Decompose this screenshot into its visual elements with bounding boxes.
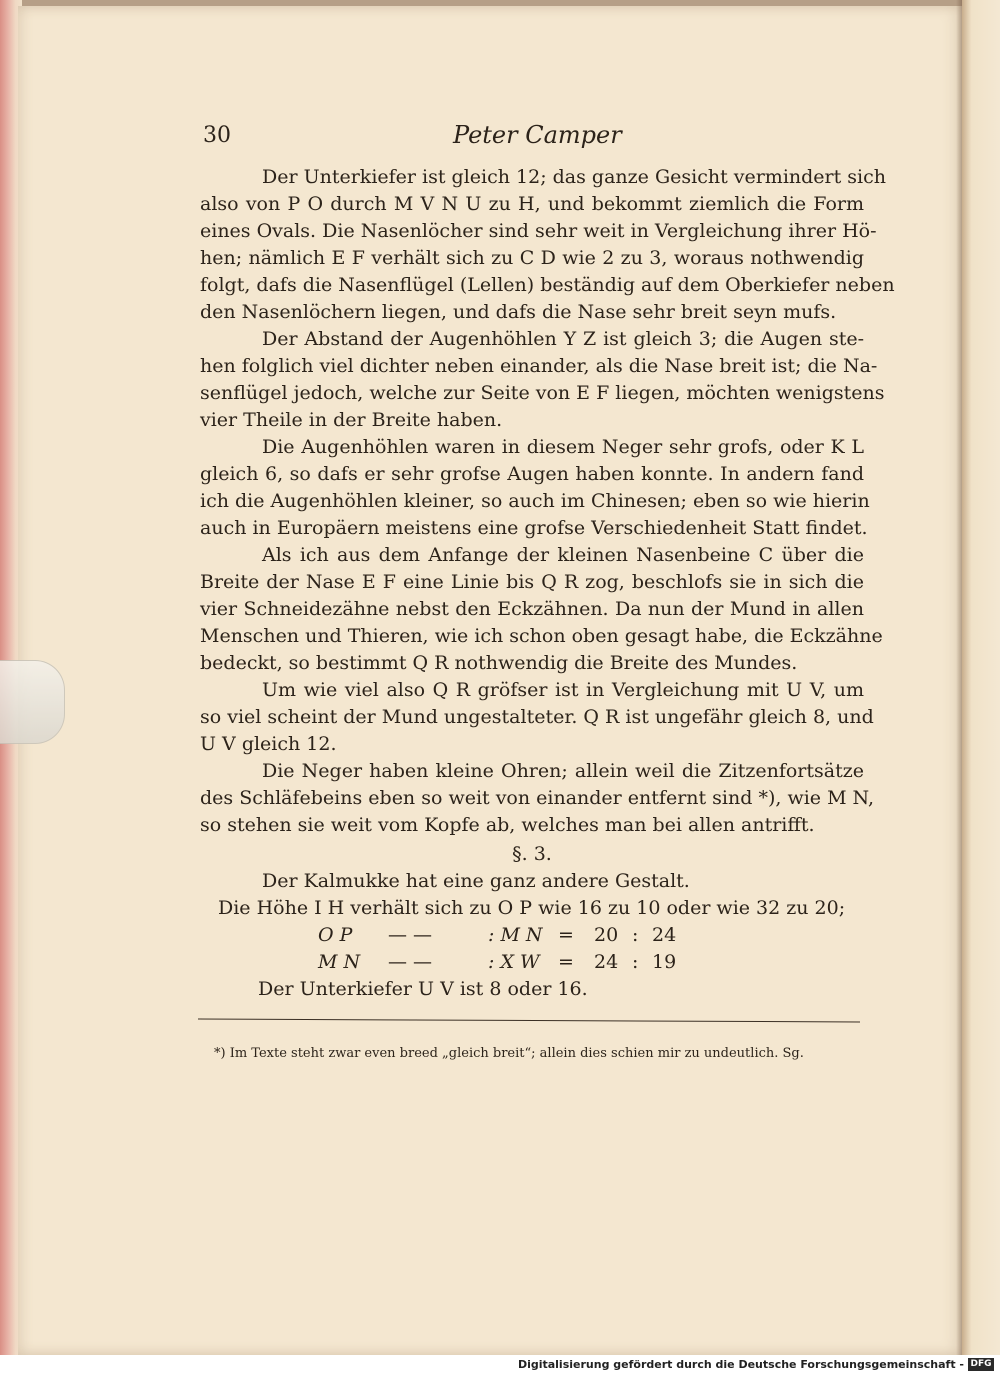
text-line: so viel scheint der Mund ungestalteter. Q R ist ungefähr gleich 8, und	[200, 706, 874, 728]
ratio-dashes: — —	[388, 951, 433, 973]
text-line: folgt, dafs die Nasenflügel (Lellen) beständig auf dem Oberkiefer neben	[200, 274, 895, 296]
paragraph-1	[200, 164, 895, 326]
text-line: so stehen sie weit vom Kopfe ab, welches man bei allen antrifft.	[200, 814, 815, 836]
paragraph-2	[200, 326, 885, 434]
text-line: Die Augenhöhlen waren in diesem Neger sehr grofs, oder K L	[262, 436, 864, 458]
ratio-right: : X W	[488, 951, 540, 973]
page-number: 30	[203, 123, 231, 148]
ratio-right: : M N	[488, 924, 543, 946]
running-title: Peter Camper	[453, 121, 622, 149]
height-ratio-line: Die Höhe I H verhält sich zu O P wie 16 zu 10 oder wie 32 zu 20;	[218, 897, 846, 919]
ratio-equals: =	[558, 924, 574, 946]
ratio-colon: :	[632, 951, 639, 973]
text-line: ich die Augenhöhlen kleiner, so auch im Chinesen; eben so wie hierin	[200, 490, 870, 512]
text-line: Der Abstand der Augenhöhlen Y Z ist gleich 3; die Augen ste-	[262, 328, 864, 350]
text-line: Der Unterkiefer ist gleich 12; das ganze Gesicht vermindert sich	[262, 166, 887, 188]
text-line: eines Ovals. Die Nasenlöcher sind sehr weit in Vergleichung ihrer Hö-	[200, 220, 877, 242]
section-closing: Der Unterkiefer U V ist 8 oder 16.	[258, 978, 588, 1000]
body-text	[200, 164, 895, 1003]
text-line: des Schläfebeins eben so weit von einander entfernt sind *), wie M N,	[200, 787, 875, 809]
text-line: den Nasenlöchern liegen, und dafs die Nase sehr breit seyn mufs.	[200, 301, 837, 323]
ratio-value-b: 19	[652, 951, 677, 973]
bookmark-tab	[0, 660, 65, 744]
text-line: Menschen und Thieren, wie ich schon oben gesagt habe, die Eckzähne	[200, 625, 883, 647]
ratio-dashes: — —	[388, 924, 433, 946]
text-line: Um wie viel also Q R gröfser ist in Vergleichung mit U V, um	[262, 679, 864, 701]
footnote: *) Im Texte steht zwar even breed „gleich breit“; allein dies schien mir zu undeutlich. Sg.	[214, 1046, 804, 1061]
ratio-row	[200, 922, 864, 949]
ratio-value-a: 24	[594, 951, 619, 973]
paragraph-5	[200, 677, 874, 758]
ratio-value-b: 24	[652, 924, 677, 946]
text-line: Die Neger haben kleine Ohren; allein weil die Zitzenfortsätze	[262, 760, 864, 782]
text-line: vier Theile in der Breite haben.	[200, 409, 503, 431]
facing-page-edge	[962, 0, 1000, 1355]
text-line: auch in Europäern meistens eine grofse Verschiedenheit Statt findet.	[200, 517, 868, 539]
dfg-logo: DFG	[968, 1358, 994, 1371]
text-line: hen; nämlich E F verhält sich zu C D wie 2 zu 3, woraus nothwendig	[200, 247, 864, 269]
text-line: gleich 6, so dafs er sehr grofse Augen haben konnte. In andern fand	[200, 463, 864, 485]
text-line: vier Schneidezähne nebst den Eckzähnen. Da nun der Mund in allen	[200, 598, 864, 620]
text-line: Breite der Nase E F eine Linie bis Q R zog, beschlofs sie in sich die	[200, 571, 864, 593]
paragraph-6	[200, 758, 875, 839]
paragraph-4	[200, 542, 883, 677]
text-line: also von P O durch M V N U zu H, und bekommt ziemlich die Form	[200, 193, 864, 215]
text-line: bedeckt, so bestimmt Q R nothwendig die Breite des Mundes.	[200, 652, 798, 674]
ratio-value-a: 20	[594, 924, 619, 946]
page-header	[203, 123, 623, 153]
text-line: Als ich aus dem Anfange der kleinen Nasenbeine C über die	[262, 544, 864, 566]
paragraph-3	[200, 434, 870, 542]
text-line: senflügel jedoch, welche zur Seite von E F liegen, möchten wenigstens	[200, 382, 885, 404]
ratio-left: O P	[318, 924, 353, 946]
ratio-colon: :	[632, 924, 639, 946]
text-line: U V gleich 12.	[200, 733, 337, 755]
text-line: hen folglich viel dichter neben einander, als die Nase breit ist; die Na-	[200, 355, 878, 377]
section-heading: §. 3.	[512, 843, 552, 865]
dfg-credit: Digitalisierung gefördert durch die Deutsche Forschungsgemeinschaft -	[517, 1358, 964, 1371]
ratio-equals: =	[558, 951, 574, 973]
section-intro: Der Kalmukke hat eine ganz andere Gestalt.	[262, 870, 690, 892]
ratio-row	[200, 949, 864, 976]
ratio-left: M N	[318, 951, 361, 973]
